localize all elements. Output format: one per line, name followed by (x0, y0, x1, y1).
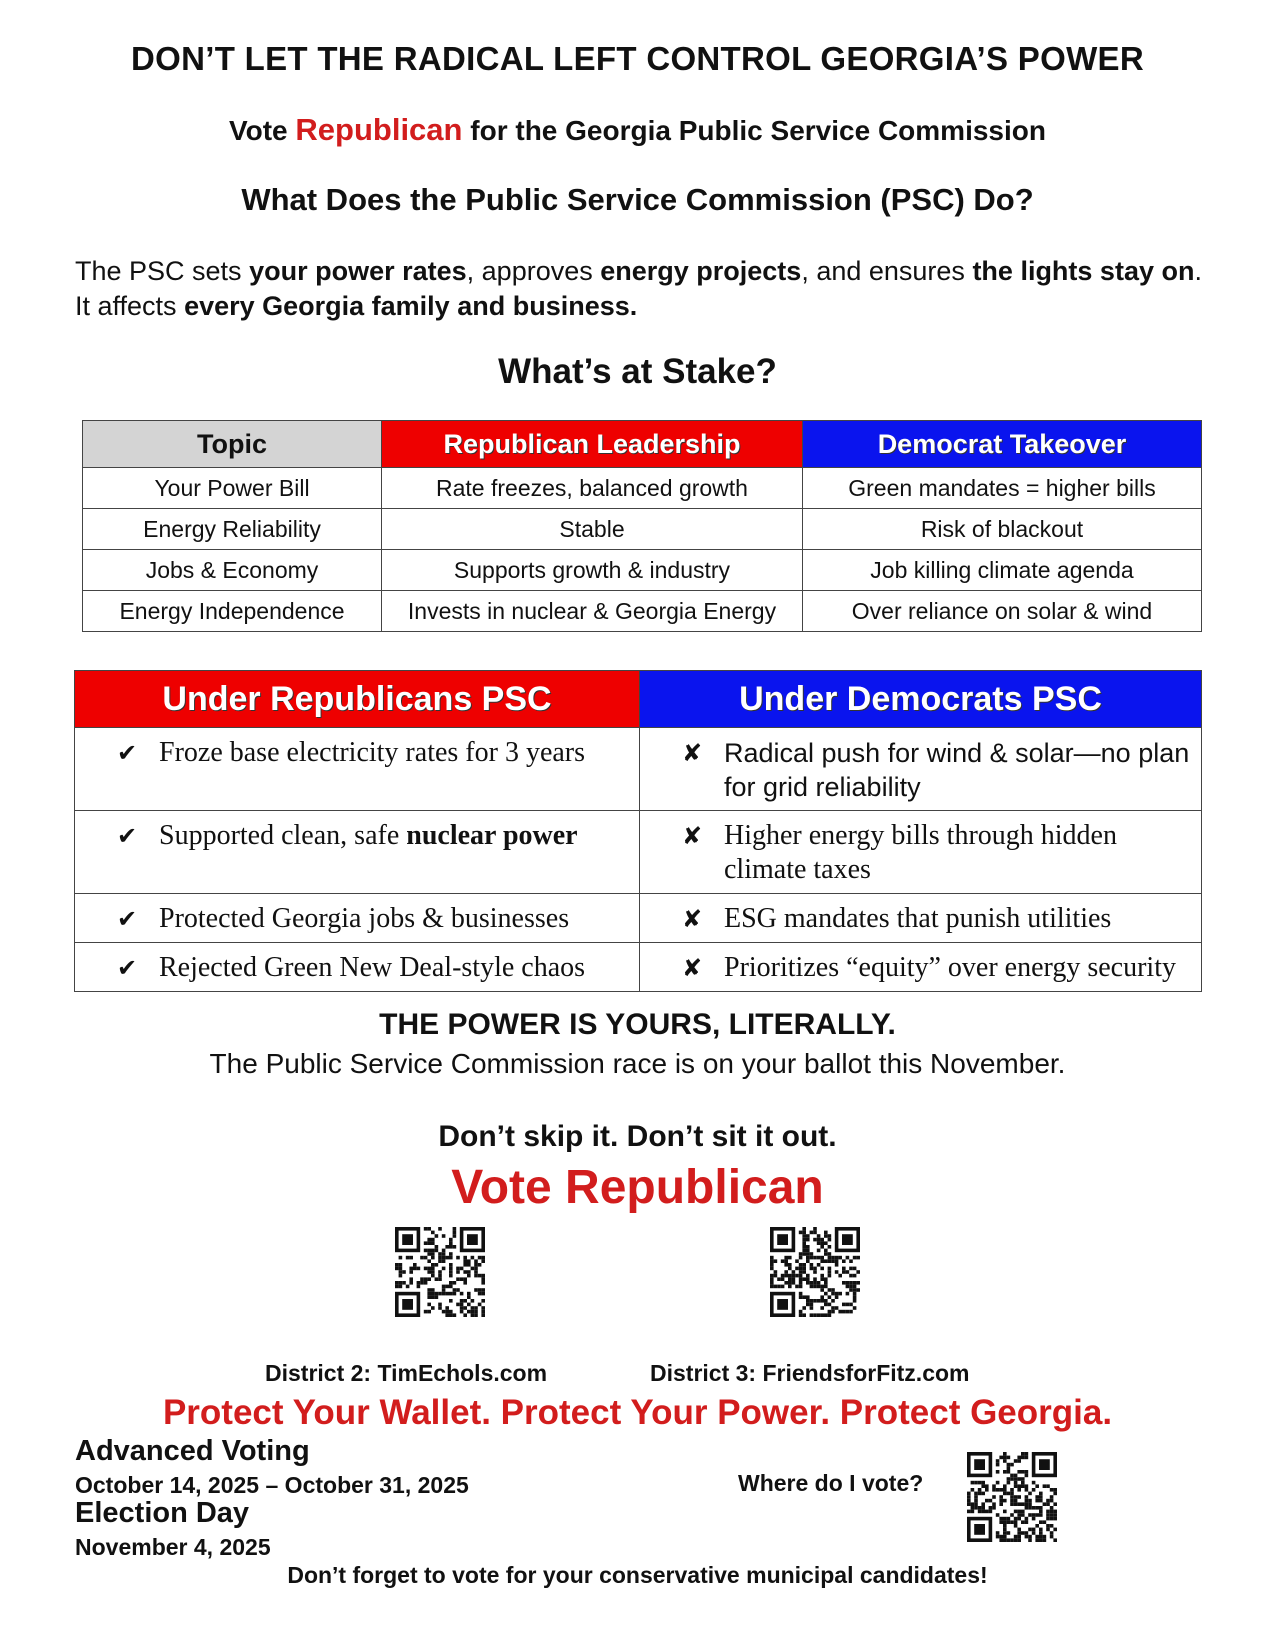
dont-skip-text: Don’t skip it. Don’t sit it out. (438, 1120, 837, 1153)
psc-item-segment: Rejected Green New Deal-style chaos (159, 952, 586, 983)
stake-cell-republican: Rate freezes, balanced growth (382, 468, 803, 509)
psc-item-segment: Froze base electricity rates for 3 years (159, 737, 586, 768)
subhead (0, 112, 1275, 148)
stake-cell-republican: Stable (382, 509, 803, 550)
qr-code-district3[interactable] (770, 1227, 860, 1317)
stake-cell-democrat: Over reliance on solar & wind (803, 591, 1202, 632)
check-icon: ✔ (117, 905, 138, 933)
psc-cell-republican (75, 811, 640, 894)
x-mark-icon: ✘ (682, 905, 703, 933)
power-heading: THE POWER IS YOURS, LITERALLY. (379, 1008, 896, 1041)
psc-table-row (75, 728, 1202, 811)
stake-cell-topic: Energy Independence (83, 591, 382, 632)
qr-code-district2[interactable] (395, 1227, 485, 1317)
check-icon: ✔ (117, 739, 138, 767)
where-do-i-vote-label: Where do I vote? (738, 1470, 924, 1496)
qr-code-polling-place[interactable] (967, 1452, 1057, 1542)
intro-paragraph (75, 254, 1205, 324)
psc-cell-republican (75, 728, 640, 811)
stake-table (82, 420, 1202, 632)
intro-segment: every Georgia family and business. (184, 291, 638, 321)
psc-item-text (159, 819, 578, 853)
psc-item-text (159, 951, 585, 985)
x-mark-icon: ✘ (682, 739, 703, 767)
intro-segment: . It affects (75, 256, 1202, 321)
stake-table-row (83, 509, 1202, 550)
psc-item-text (724, 819, 1193, 887)
psc-table-row (75, 811, 1202, 894)
headline: DON’T LET THE RADICAL LEFT CONTROL GEORGIA’S POWER (131, 40, 1144, 77)
psc-item-segment: Radical push for wind & solar—no plan for grid reliability (724, 738, 1190, 802)
psc-question: What Does the Public Service Commission (PSC) Do? (241, 182, 1034, 217)
check-icon: ✔ (117, 822, 138, 850)
psc-item-segment: Higher energy bills through hidden climate taxes (724, 820, 1117, 885)
check-icon: ✔ (117, 954, 138, 982)
subhead-highlight: Republican (295, 112, 463, 147)
stake-table-row (83, 468, 1202, 509)
advanced-voting-dates: October 14, 2025 – October 31, 2025 (75, 1472, 469, 1498)
vote-republican-callout: Vote Republican (451, 1161, 824, 1214)
intro-segment: The PSC sets (75, 256, 250, 286)
subhead-post: for the Georgia Public Service Commission (470, 115, 1046, 146)
psc-item-segment: ESG mandates that punish utilities (724, 903, 1112, 934)
protect-slogan: Protect Your Wallet. Protect Your Power. Protect Georgia. (162, 1393, 1113, 1432)
psc-cell-republican (75, 943, 640, 992)
psc-table-row (75, 894, 1202, 943)
stake-table-row (83, 591, 1202, 632)
psc-cell-democrat (640, 811, 1202, 894)
stake-header-democrat: Democrat Takeover (803, 421, 1202, 468)
stake-cell-democrat: Job killing climate agenda (803, 550, 1202, 591)
psc-item-text (159, 902, 569, 936)
psc-table-row (75, 943, 1202, 992)
psc-cell-democrat (640, 894, 1202, 943)
stake-cell-democrat: Green mandates = higher bills (803, 468, 1202, 509)
psc-item-segment: nuclear power (406, 820, 578, 851)
psc-cell-democrat (640, 943, 1202, 992)
psc-item-text (724, 736, 1193, 804)
stake-cell-republican: Invests in nuclear & Georgia Energy (382, 591, 803, 632)
psc-item-segment: Supported clean, safe (159, 820, 407, 851)
intro-segment: the lights stay on (972, 256, 1195, 286)
stake-title: What’s at Stake? (498, 352, 777, 391)
stake-header-topic: Topic (83, 421, 382, 468)
election-day-date: November 4, 2025 (75, 1534, 271, 1560)
x-mark-icon: ✘ (682, 954, 703, 982)
psc-header-democrats: Under Democrats PSC (640, 671, 1202, 728)
psc-cell-democrat (640, 728, 1202, 811)
psc-item-text (159, 736, 585, 770)
stake-cell-republican: Supports growth & industry (382, 550, 803, 591)
election-day-heading: Election Day (75, 1497, 250, 1529)
stake-cell-democrat: Risk of blackout (803, 509, 1202, 550)
stake-cell-topic: Your Power Bill (83, 468, 382, 509)
stake-table-row (83, 550, 1202, 591)
stake-header-republican: Republican Leadership (382, 421, 803, 468)
footer-reminder: Don’t forget to vote for your conservative municipal candidates! (287, 1562, 988, 1588)
district3-link[interactable]: District 3: FriendsforFitz.com (650, 1360, 970, 1386)
stake-cell-topic: Energy Reliability (83, 509, 382, 550)
intro-segment: , approves (466, 256, 601, 286)
intro-segment: , and ensures (801, 256, 973, 286)
psc-item-text (724, 902, 1111, 936)
psc-header-republicans: Under Republicans PSC (75, 671, 640, 728)
advanced-voting-heading: Advanced Voting (75, 1435, 310, 1467)
psc-cell-republican (75, 894, 640, 943)
psc-item-segment: Prioritizes “equity” over energy security (724, 952, 1176, 983)
intro-segment: your power rates (249, 256, 467, 286)
x-mark-icon: ✘ (682, 822, 703, 850)
psc-comparison-table (74, 670, 1202, 992)
stake-cell-topic: Jobs & Economy (83, 550, 382, 591)
subhead-pre: Vote (229, 115, 288, 146)
intro-segment: energy projects (600, 256, 802, 286)
psc-item-segment: Protected Georgia jobs & businesses (159, 903, 570, 934)
psc-item-text (724, 951, 1176, 985)
power-subtext: The Public Service Commission race is on your ballot this November. (209, 1048, 1066, 1079)
district2-link[interactable]: District 2: TimEchols.com (265, 1360, 548, 1386)
